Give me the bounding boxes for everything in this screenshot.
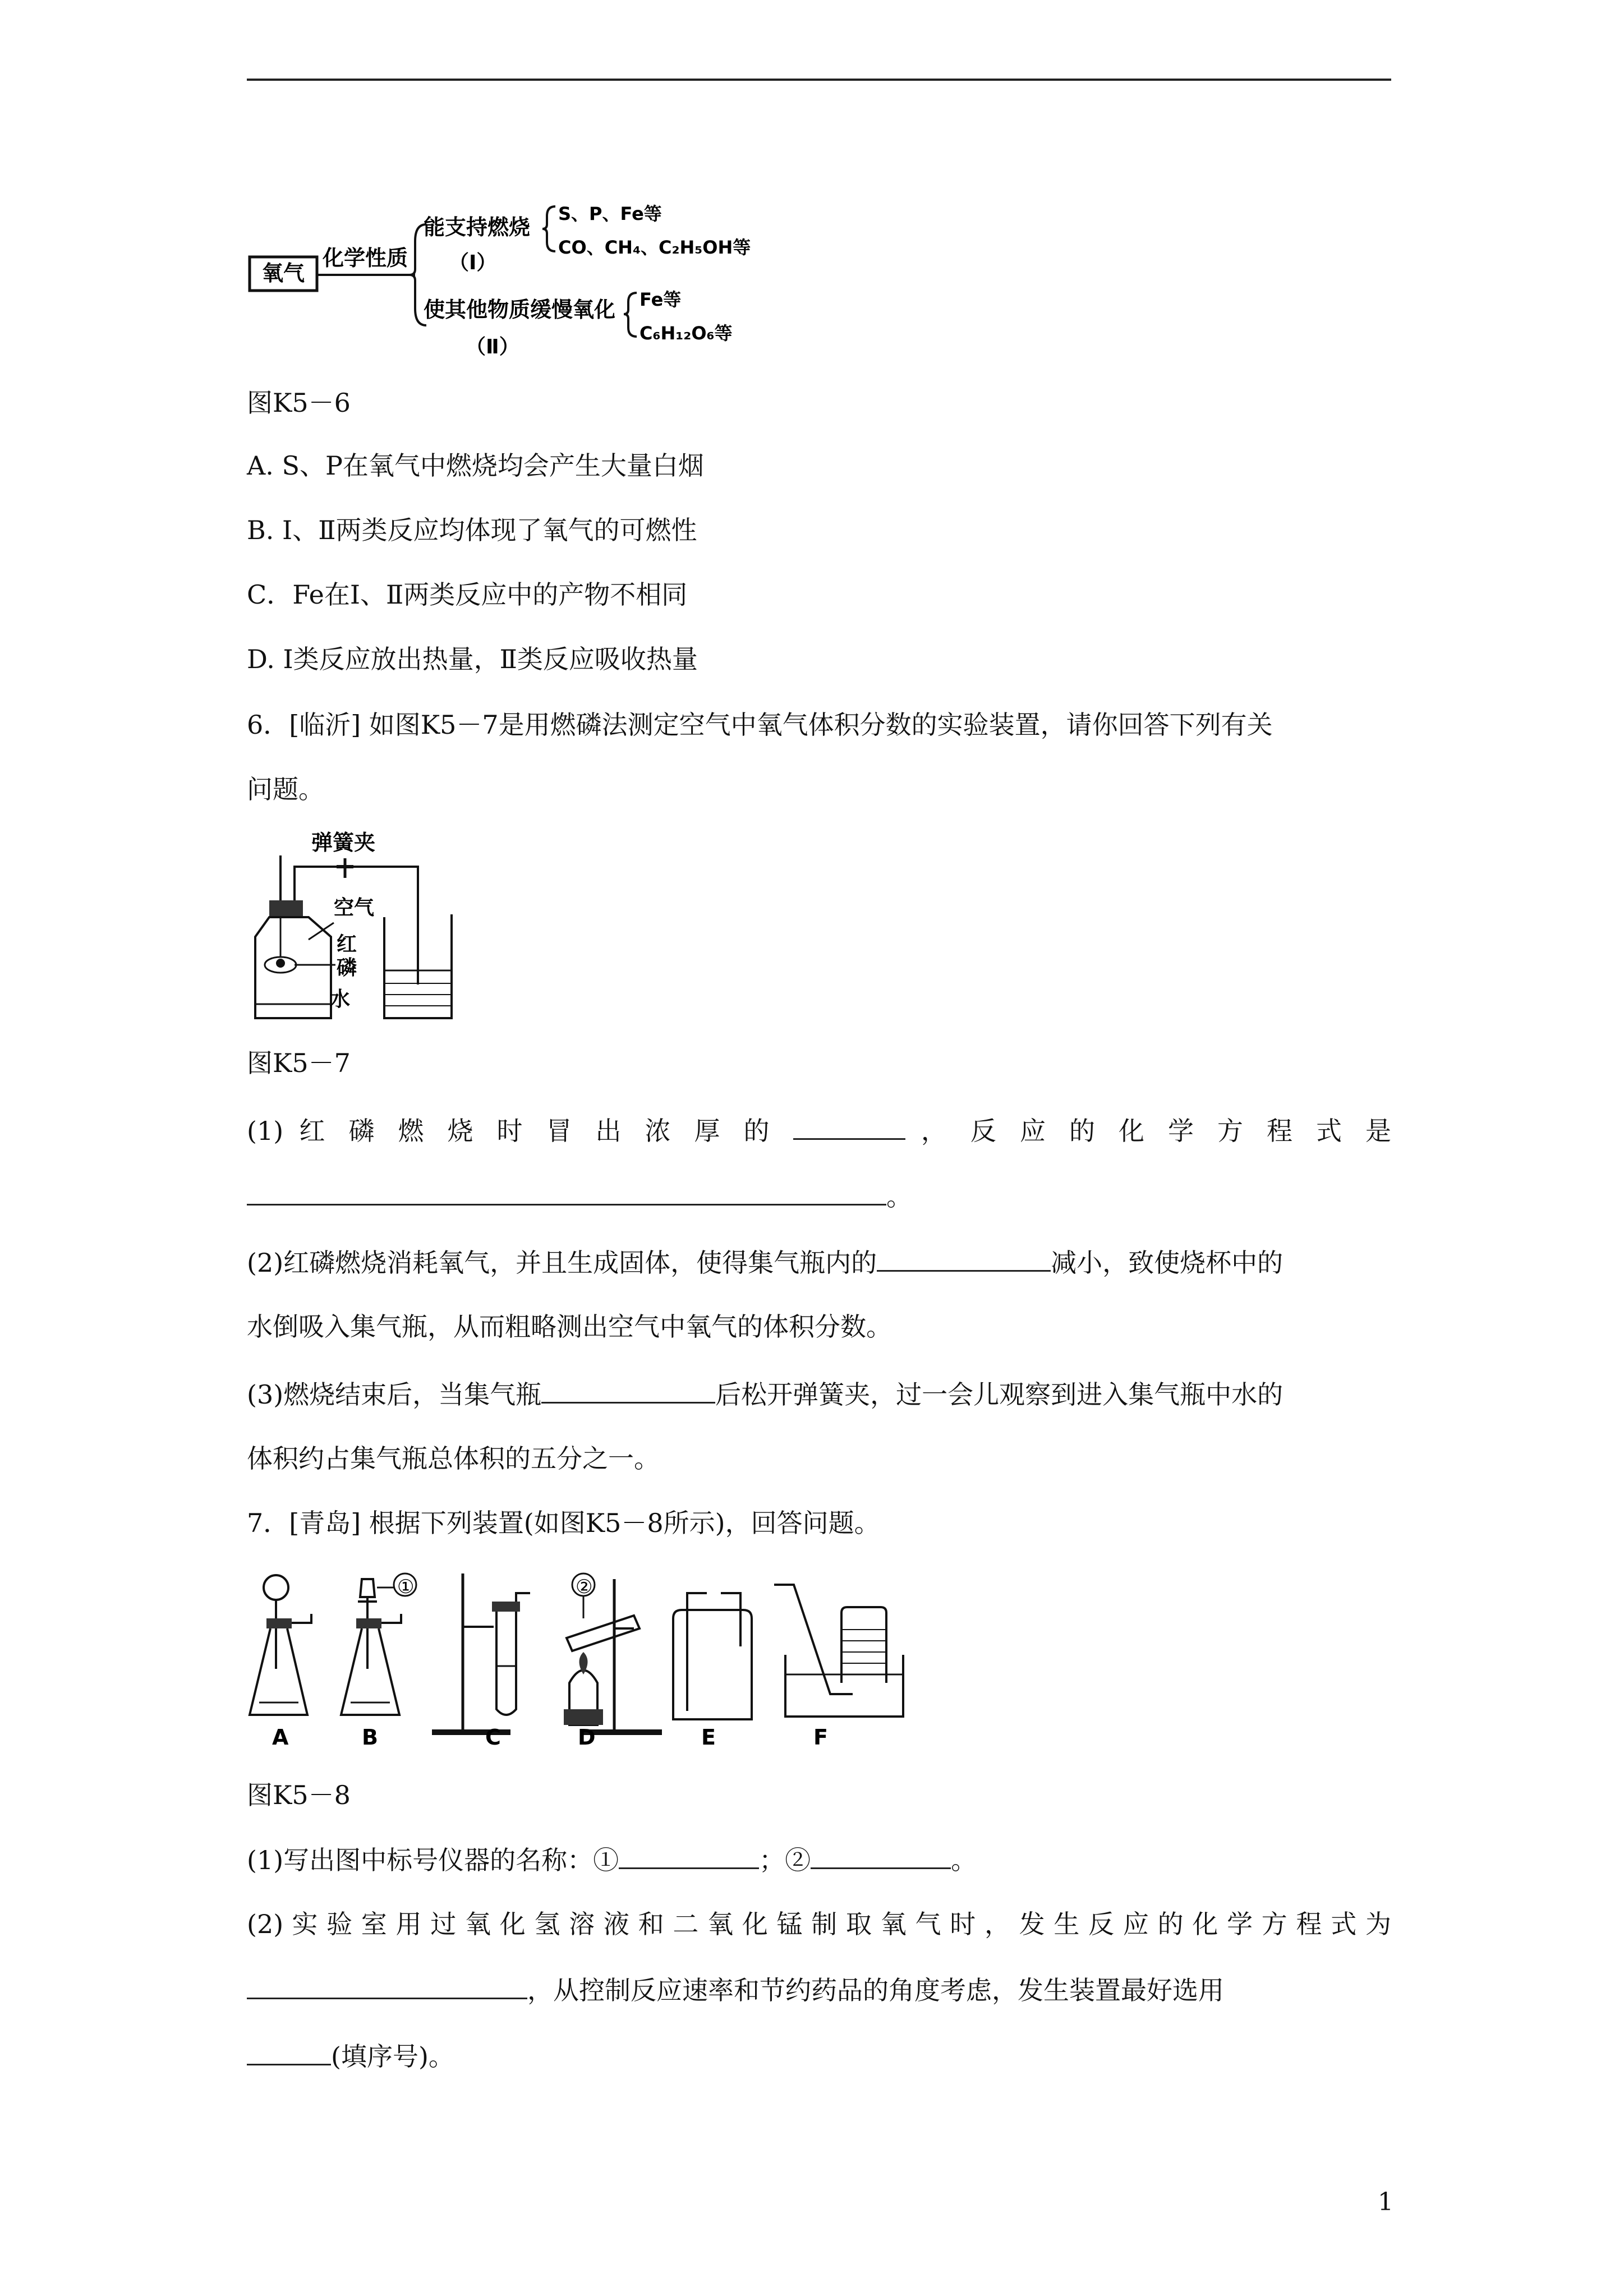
type-i-items-a: S、P、Fe等 [558,203,662,224]
red-phosphorus-label-1: 红 [337,933,357,956]
apparatus-b [341,1573,416,1750]
chem-property-label: 化学性质 [323,246,408,270]
oxygen-label: 氧气 [261,261,305,286]
apparatus-f [774,1585,903,1750]
apparatus-c [432,1573,530,1750]
clamp-label: 弹簧夹 [311,830,376,855]
slow-oxidation-label: 使其他物质缓慢氧化 [424,297,616,322]
type-i-label: （Ⅰ） [449,251,497,274]
question-6-part2-line1: (2)红磷燃烧消耗氧气，并且生成固体，使得集气瓶内的 减小，致使烧杯中的 [247,1245,1391,1280]
figure-caption-k5-6: 图K5－6 [247,388,351,418]
type-ii-label: （Ⅱ） [466,335,519,358]
question-6-part1-line1: (1) 红 磷 燃 烧 时 冒 出 浓 厚 的 ， 反 应 的 化 学 方 程 式 是 [247,1114,1391,1148]
question-6-part2-line2: 水倒吸入集气瓶，从而粗略测出空气中氧气的体积分数。 [247,1312,892,1342]
type-ii-items-a: Fe等 [640,289,682,310]
answer-blank-2[interactable] [247,1179,886,1205]
question-7-part2-line3: (填序号)。 [247,2039,1391,2073]
answer-blank-4[interactable] [541,1377,715,1404]
figure-k5-8 [247,1562,909,1764]
apparatus-label-a: A [272,1725,289,1750]
answer-blank-3[interactable] [877,1245,1051,1272]
figure-caption-k5-8: 图K5－8 [247,1780,351,1810]
apparatus-d [564,1573,662,1750]
question-7-part1: (1)写出图中标号仪器的名称：① ；② 。 [247,1843,1391,1877]
separatory-funnel-icon [360,1579,375,1597]
air-label: 空气 [334,896,375,919]
question-6-part1-line2: 。 [247,1179,1391,1213]
answer-blank-7[interactable] [247,1973,527,1999]
apparatus-label-f: F [813,1725,828,1750]
question-7-part2-line2: ，从控制反应速率和节约药品的角度考虑，发生装置最好选用 [247,1973,1391,2007]
header-rule [247,79,1391,81]
question-7-part2-line1: (2) 实 验 室 用 过 氧 化 氢 溶 液 和 二 氧 化 锰 制 取 氧 气 时 ， 发 生 反 应 的 化 学 方 程 式 为 [247,1909,1391,1939]
support-combustion-label: 能支持燃烧 [424,215,531,240]
option-d: D. Ⅰ类反应放出热量，Ⅱ类反应吸收热量 [247,644,698,674]
question-6-stem-line1: 6．[临沂] 如图K5－7是用燃磷法测定空气中氧气体积分数的实验装置，请你回答下列有关 [247,710,1273,740]
red-phosphorus-label-2: 磷 [337,956,357,979]
answer-blank-1[interactable] [793,1114,905,1140]
type-ii-items-b: C₆H₁₂O₆等 [640,323,733,344]
answer-blank-6[interactable] [811,1843,951,1869]
heated-test-tube [567,1616,640,1651]
apparatus-a [250,1575,311,1750]
answer-blank-5[interactable] [619,1843,759,1869]
apparatus-label-b: B [362,1725,378,1750]
water-label: 水 [330,988,351,1011]
page-number: 1 [1378,2188,1393,2216]
apparatus-label-c: C [485,1725,501,1750]
figure-caption-k5-7: 图K5－7 [247,1048,351,1078]
figure-k5-6 [247,191,808,376]
figure-k5-7 [247,827,460,1029]
apparatus-e [673,1593,752,1750]
type-i-items-b: CO、CH₄、C₂H₅OH等 [558,237,751,258]
mark-1: ① [397,1576,415,1598]
question-6-stem-line2: 问题。 [247,774,324,804]
option-a: A. S、P在氧气中燃烧均会产生大量白烟 [247,450,704,481]
inverted-bottle [841,1607,886,1683]
answer-blank-8[interactable] [247,2039,331,2065]
mark-2: ② [576,1576,593,1598]
question-6-part3-line1: (3)燃烧结束后，当集气瓶 后松开弹簧夹，过一会儿观察到进入集气瓶中水的 [247,1377,1391,1411]
test-tube [496,1612,516,1715]
apparatus-label-e: E [701,1725,716,1750]
question-6-part3-line2: 体积约占集气瓶总体积的五分之一。 [247,1443,660,1474]
question-7-stem: 7．[青岛] 根据下列装置(如图K5－8所示)，回答问题。 [247,1508,880,1538]
apparatus-label-d: D [578,1725,596,1750]
option-c: C．Fe在Ⅰ、Ⅱ两类反应中的产物不相同 [247,579,688,610]
option-b: B. Ⅰ、Ⅱ两类反应均体现了氧气的可燃性 [247,515,697,545]
